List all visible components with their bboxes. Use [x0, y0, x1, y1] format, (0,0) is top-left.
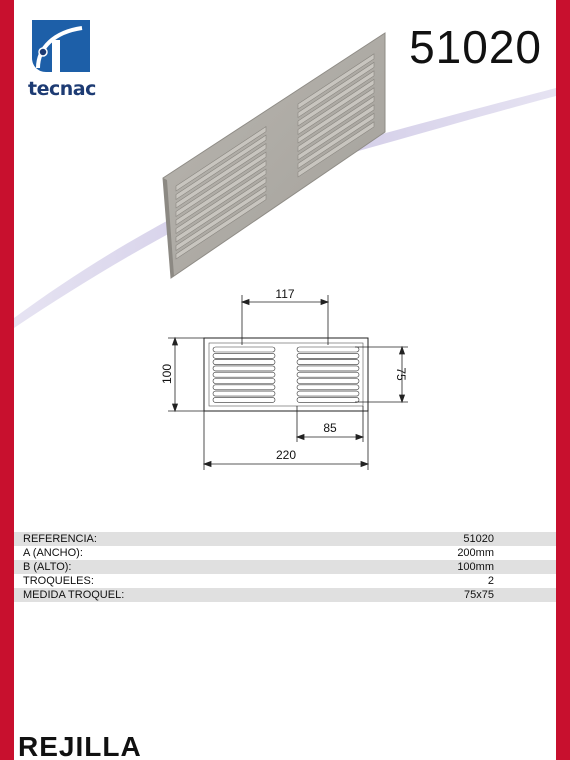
slot-louver	[213, 379, 275, 384]
spec-value: 2	[487, 575, 494, 587]
slot-louver	[297, 397, 359, 402]
spec-label: B (ALTO):	[23, 561, 72, 573]
dimension-gap-top: 117	[275, 287, 295, 301]
left-slot-louvers	[213, 347, 275, 402]
spec-value: 75x75	[464, 589, 494, 601]
slot-louver	[213, 353, 275, 358]
spec-value: 100mm	[457, 561, 494, 573]
slot-louver	[297, 353, 359, 358]
dimension-slot-width: 85	[323, 421, 337, 435]
slot-louver	[297, 347, 359, 352]
product-category-title: REJILLA	[18, 731, 142, 760]
product-reference-title: 51020	[409, 21, 542, 73]
slot-louver	[213, 391, 275, 396]
slot-louver	[297, 385, 359, 390]
spec-label: MEDIDA TROQUEL:	[23, 589, 125, 601]
spec-row-reference	[14, 532, 556, 546]
spec-value: 200mm	[457, 547, 494, 559]
slot-louver	[297, 391, 359, 396]
spec-table	[14, 532, 556, 602]
dimension-height-right: 75	[394, 367, 408, 381]
spec-row-height	[14, 560, 556, 574]
slot-louver	[213, 397, 275, 402]
slot-louver	[213, 360, 275, 365]
dimension-total-width: 220	[275, 448, 297, 462]
slot-louver	[213, 385, 275, 390]
slot-louver	[297, 379, 359, 384]
spec-label: REFERENCIA:	[23, 533, 97, 545]
spec-label: A (ANCHO):	[23, 547, 83, 559]
slot-louver	[297, 360, 359, 365]
spec-row-die-size	[14, 588, 556, 602]
spec-value: 51020	[463, 533, 494, 545]
slot-louver	[213, 372, 275, 377]
spec-row-dies	[14, 574, 556, 588]
slot-louver	[213, 347, 275, 352]
brand-name: tecnac	[28, 78, 96, 100]
slot-louver	[297, 366, 359, 371]
right-slot-louvers	[297, 347, 359, 402]
spec-row-width	[14, 546, 556, 560]
slot-louver	[213, 366, 275, 371]
slot-louver	[297, 372, 359, 377]
dimension-height-left: 100	[160, 363, 174, 385]
spec-label: TROQUELES:	[23, 575, 94, 587]
